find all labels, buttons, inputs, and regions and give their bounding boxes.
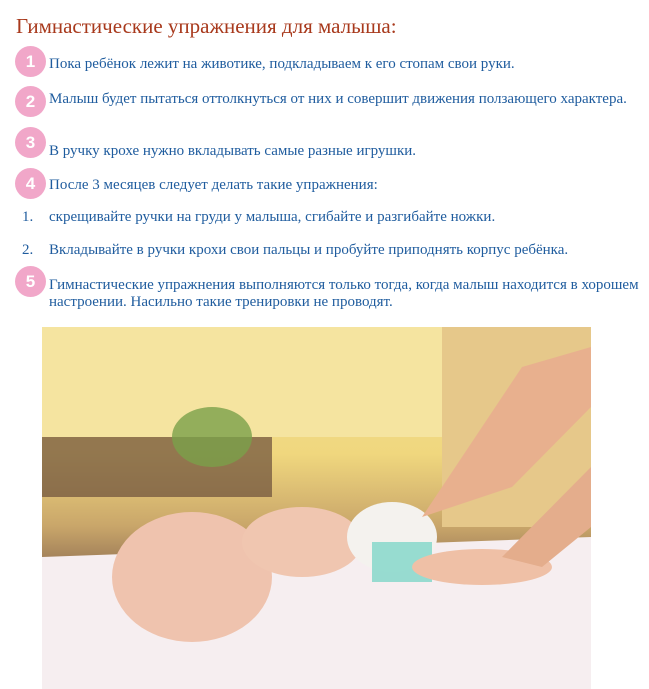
step-text: Гимнастические упражнения выполняются только тогда, когда малыш находится в хорошем настроении. Насильно такие тренировки не проводят.: [49, 277, 639, 310]
photo-illustration: [42, 327, 591, 689]
step-text: Малыш будет пытаться оттолкнуться от них и совершит движения ползающего характера.: [49, 91, 627, 107]
sublist-marker: 1.: [22, 209, 34, 225]
step-text: Пока ребёнок лежит на животике, подкладываем к его стопам свои руки.: [49, 56, 515, 72]
step-number-badge: 1: [15, 46, 46, 77]
step-text: После 3 месяцев следует делать такие упражнения:: [49, 177, 378, 193]
step-number-badge: 4: [15, 168, 46, 199]
step-number-badge: 3: [15, 127, 46, 158]
baby-exercise-photo: [42, 327, 591, 689]
step-text: В ручку крохе нужно вкладывать самые разные игрушки.: [49, 143, 417, 159]
sublist-item: скрещивайте ручки на груди у малыша, сгибайте и разгибайте ножки.: [49, 209, 496, 225]
step-number-badge: 5: [15, 266, 46, 297]
sublist-marker: 2.: [22, 242, 34, 258]
page-title: Гимнастические упражнения для малыша:: [16, 14, 397, 38]
sublist-item: Вкладывайте в ручки крохи свои пальцы и пробуйте приподнять корпус ребёнка.: [49, 242, 569, 258]
step-number-badge: 2: [15, 86, 46, 117]
